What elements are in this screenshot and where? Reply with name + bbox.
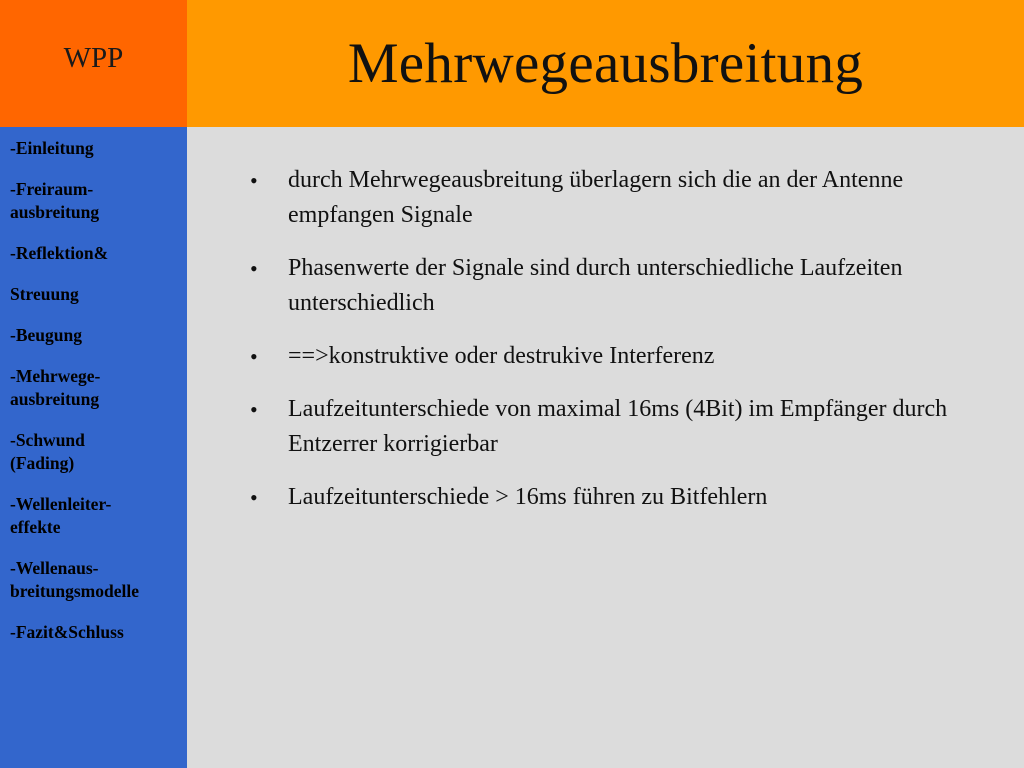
bullet-text: ==>konstruktive oder destrukive Interferenz — [288, 343, 715, 369]
bullet-item — [250, 251, 970, 321]
bullet-item — [250, 480, 970, 515]
content-area — [250, 163, 970, 533]
sidebar-item-reflektion[interactable]: -Reflektion& — [10, 243, 109, 263]
bullet-icon: • — [250, 168, 258, 193]
bullet-text: Laufzeitunterschiede > 16ms führen zu Bitfehlern — [288, 484, 768, 510]
sidebar-item-fazit[interactable]: -Fazit&Schluss — [10, 622, 124, 642]
bullet-icon: • — [250, 485, 258, 510]
bullet-icon: • — [250, 397, 258, 422]
bullet-item — [250, 163, 970, 233]
sidebar-item-schwund[interactable]: -Schwund (Fading) — [10, 430, 85, 473]
bullet-text: Laufzeitunterschiede von maximal 16ms (4Bit) im Empfänger durch Entzerrer korrigierbar — [288, 396, 948, 457]
logo: WPP — [0, 0, 187, 127]
bullet-text: durch Mehrwegeausbreitung überlagern sich die an der Antenne empfangen Signale — [288, 167, 904, 228]
bullet-item — [250, 339, 970, 374]
bullet-icon: • — [250, 256, 258, 281]
sidebar-item-beugung[interactable]: -Beugung — [10, 325, 82, 345]
sidebar-item-freiraumausbreitung[interactable]: -Freiraum- ausbreitung — [10, 179, 100, 222]
bullet-item — [250, 392, 970, 462]
sidebar-item-mehrwegeausbreitung[interactable]: -Mehrwege- ausbreitung — [10, 366, 101, 409]
sidebar-item-wellenausbreitungsmodelle[interactable]: -Wellenaus- breitungsmodelle — [10, 558, 139, 601]
sidebar-item-einleitung[interactable]: -Einleitung — [10, 138, 94, 158]
bullet-icon: • — [250, 344, 258, 369]
title-bar — [187, 0, 1024, 127]
sidebar-item-wellenleitereffekte[interactable]: -Wellenleiter- effekte — [10, 494, 112, 537]
sidebar-nav — [0, 127, 187, 768]
page-title: Mehrwegeausbreitung — [347, 32, 864, 95]
sidebar-item-streuung[interactable]: Streuung — [10, 284, 79, 304]
bullet-text: Phasenwerte der Signale sind durch unterschiedliche Laufzeiten unterschiedlich — [288, 255, 903, 316]
